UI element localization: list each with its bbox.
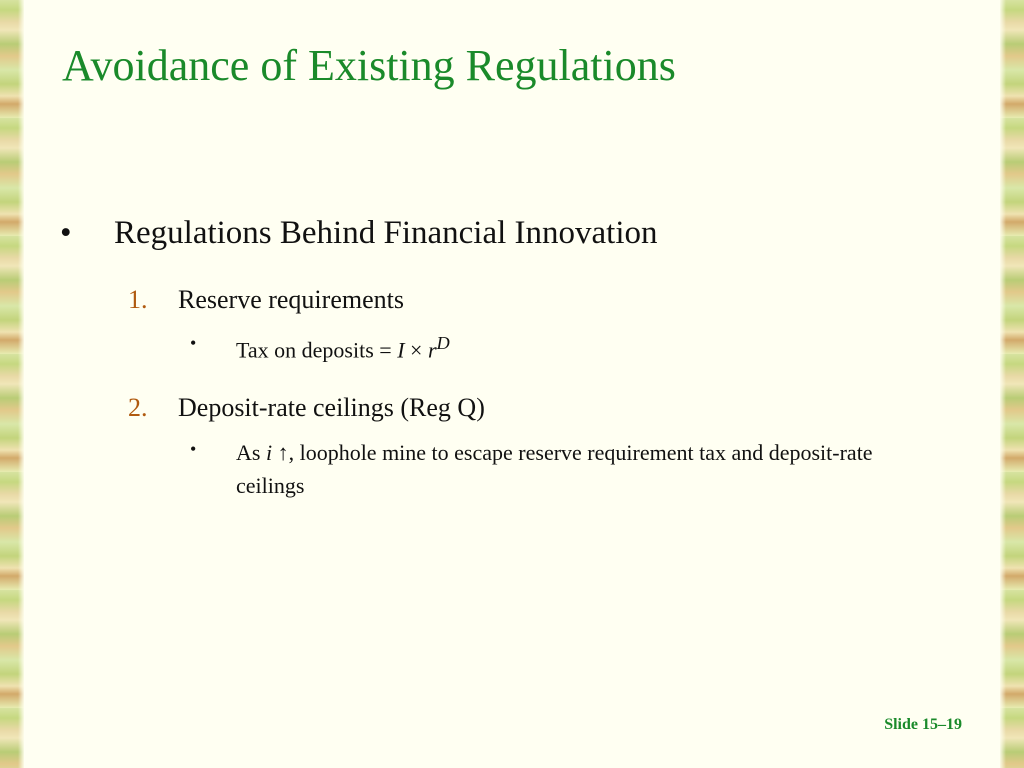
times-symbol: × bbox=[404, 337, 428, 363]
slide-number: Slide 15–19 bbox=[884, 716, 962, 733]
superscript-d: D bbox=[436, 333, 450, 353]
var-i: i bbox=[265, 440, 273, 465]
item-number: 1. bbox=[128, 285, 148, 314]
var-i: I bbox=[397, 337, 405, 363]
sub-bullet-text bbox=[236, 330, 926, 366]
item-label: Deposit-rate ceilings (Reg Q) bbox=[178, 393, 485, 422]
bullet-marker: • bbox=[60, 215, 72, 251]
item-number: 2. bbox=[128, 393, 148, 422]
main-bullet-text: Regulations Behind Financial Innovation bbox=[114, 215, 658, 251]
sub-bullet-text bbox=[236, 436, 926, 502]
text-prefix: Tax on deposits = bbox=[236, 337, 398, 363]
decorative-right-border bbox=[1000, 0, 1024, 768]
decorative-left-border bbox=[0, 0, 24, 768]
text-rest: , loophole mine to escape reserve requirement tax and deposit-rate ceilings bbox=[236, 440, 873, 498]
text-prefix: As bbox=[236, 440, 266, 465]
sub-bullet-marker: • bbox=[190, 439, 197, 459]
slide-title: Avoidance of Existing Regulations bbox=[62, 41, 676, 90]
up-arrow-icon: ↑ bbox=[272, 440, 289, 465]
item-label: Reserve requirements bbox=[178, 285, 404, 314]
var-r: r bbox=[427, 337, 437, 363]
sub-bullet-marker: • bbox=[190, 333, 197, 353]
